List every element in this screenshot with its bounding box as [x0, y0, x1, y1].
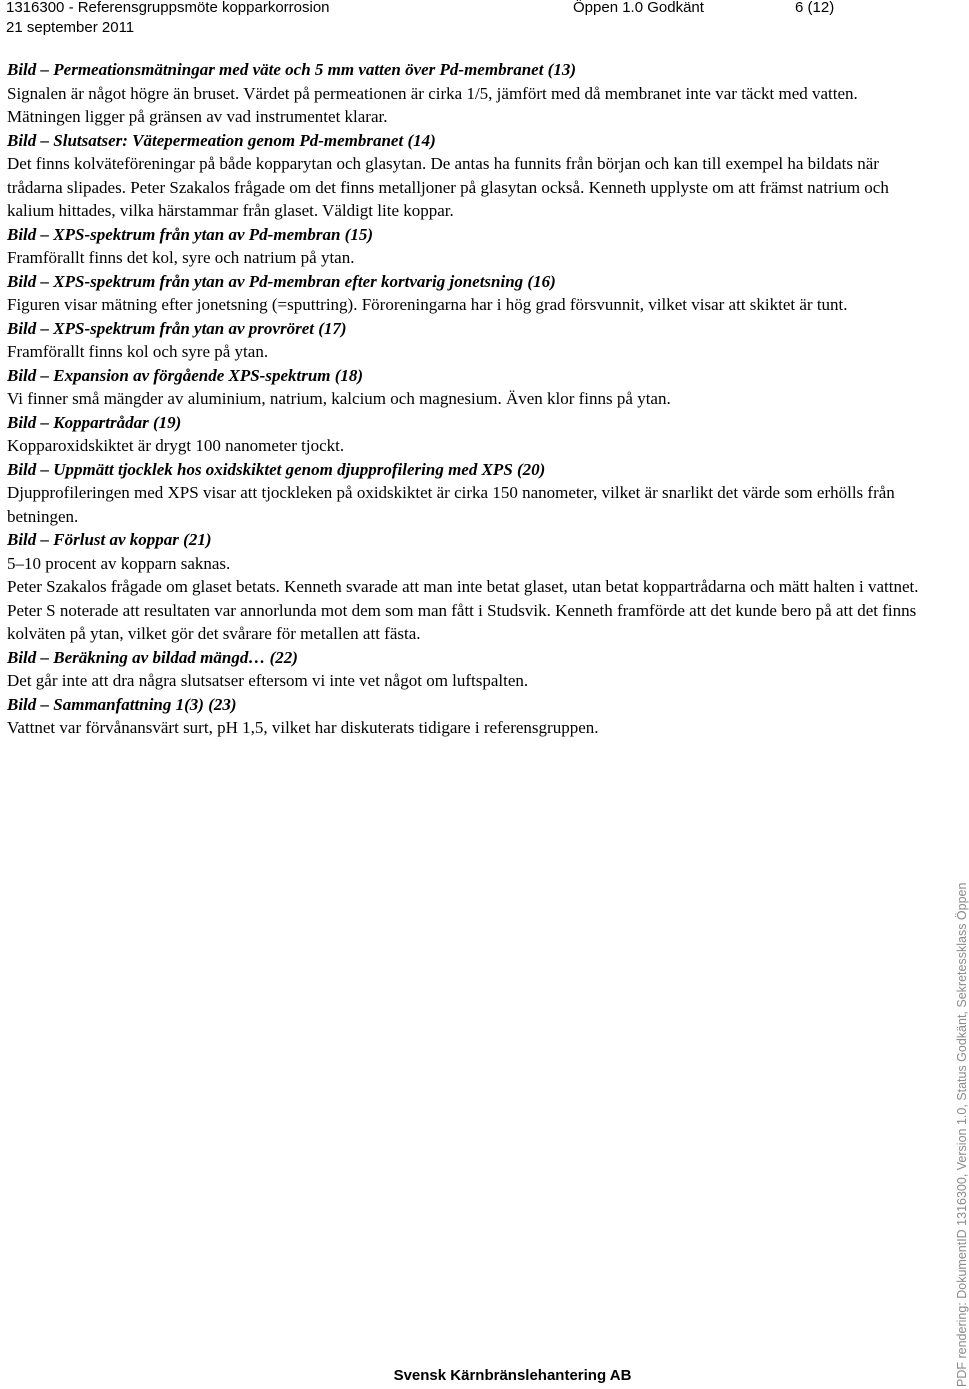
paragraph: 5–10 procent av kopparn saknas.: [7, 553, 231, 573]
paragraph: Figuren visar mätning efter jonetsning (=sputtring). Föroreningarna har i hög grad försvunnit, vilket visar att skiktet är tunt.: [7, 295, 848, 314]
paragraph: Signalen är något högre än bruset. Värdet på permeationen är cirka 1/5, jämfört med då membranet inte var täckt med vatten. Mätningen ligger på gränsen av vad instrumentet klarar.: [7, 83, 858, 126]
paragraph: Vi finner små mängder av aluminium, natrium, kalcium och magnesium. Även klor finns på ytan.: [7, 389, 671, 408]
document-date: 21 september 2011: [6, 19, 135, 36]
section-heading: Bild – XPS-spektrum från ytan av Pd-membran efter kortvarig jonetsning (16): [7, 271, 556, 291]
paragraph: Det går inte att dra några slutsatser eftersom vi inte vet något om luftspalten.: [7, 671, 529, 690]
section-heading: Bild – Slutsatser: Vätepermeation genom Pd-membranet (14): [7, 130, 436, 150]
section-heading: Bild – XPS-spektrum från ytan av provröret (17): [7, 318, 347, 338]
paragraph: Kopparoxidskiktet är drygt 100 nanometer tjockt.: [7, 436, 345, 455]
paragraph: Det finns kolväteföreningar på både kopparytan och glasytan. De antas ha funnits från början och kan till exempel ha bildats när trådarna slipades. Peter Szakalos frågade om det finns metalljoner på glasytan också. Kenneth upplyste om att främst natrium och kalium hittades, vilka härstammar från glaset. Väldigt lite koppar.: [7, 154, 889, 220]
paragraph: Peter Szakalos frågade om glaset betats. Kenneth svarade att man inte betat glaset, utan betat koppartrådarna och mätt halten i vattnet. Peter S noterade att resultaten var annorlunda mot dem som man fått i Studsvik. Kenneth framförde att det kunde bero på att det finns kolväten på ytan, vilket gör det svårare för metallen att fästa.: [7, 577, 919, 643]
paragraph: Vattnet var förvånansvärt surt, pH 1,5, vilket har diskuterats tidigare i referensgruppen.: [7, 718, 599, 737]
section-heading: Bild – Permeationsmätningar med väte och 5 mm vatten över Pd-membranet (13): [7, 60, 576, 79]
section-heading: Bild – Koppartrådar (19): [7, 412, 182, 432]
section-heading: Bild – Uppmätt tjocklek hos oxidskiktet genom djupprofilering med XPS (20): [7, 459, 546, 479]
pdf-rendering-note: PDF rendering: DokumentID 1316300, Version 1.0, Status Godkänt, Sekretessklass Öppen: [955, 882, 969, 1387]
section-heading: Bild – Expansion av förgående XPS-spektrum (18): [7, 365, 364, 385]
paragraph: Framförallt finns det kol, syre och natrium på ytan.: [7, 248, 355, 267]
paragraph: Framförallt finns kol och syre på ytan.: [7, 342, 269, 361]
document-body: [7, 58, 927, 740]
section-heading: Bild – Förlust av koppar (21): [7, 530, 212, 549]
page-footer: Svensk Kärnbränslehantering AB: [393, 1367, 632, 1384]
section-heading: Bild – Sammanfattning 1(3) (23): [7, 694, 237, 714]
document-title: 1316300 - Referensgruppsmöte kopparkorrosion: [6, 0, 330, 16]
page-number: 6 (12): [795, 0, 835, 16]
section-heading: Bild – Beräkning av bildad mängd… (22): [7, 647, 298, 667]
paragraph: Djupprofileringen med XPS visar att tjockleken på oxidskiktet är cirka 150 nanometer, vilket är snarlikt det värde som erhölls från betningen.: [7, 483, 895, 526]
document-status: Öppen 1.0 Godkänt: [573, 0, 704, 16]
section-heading: Bild – XPS-spektrum från ytan av Pd-membran (15): [7, 224, 373, 244]
